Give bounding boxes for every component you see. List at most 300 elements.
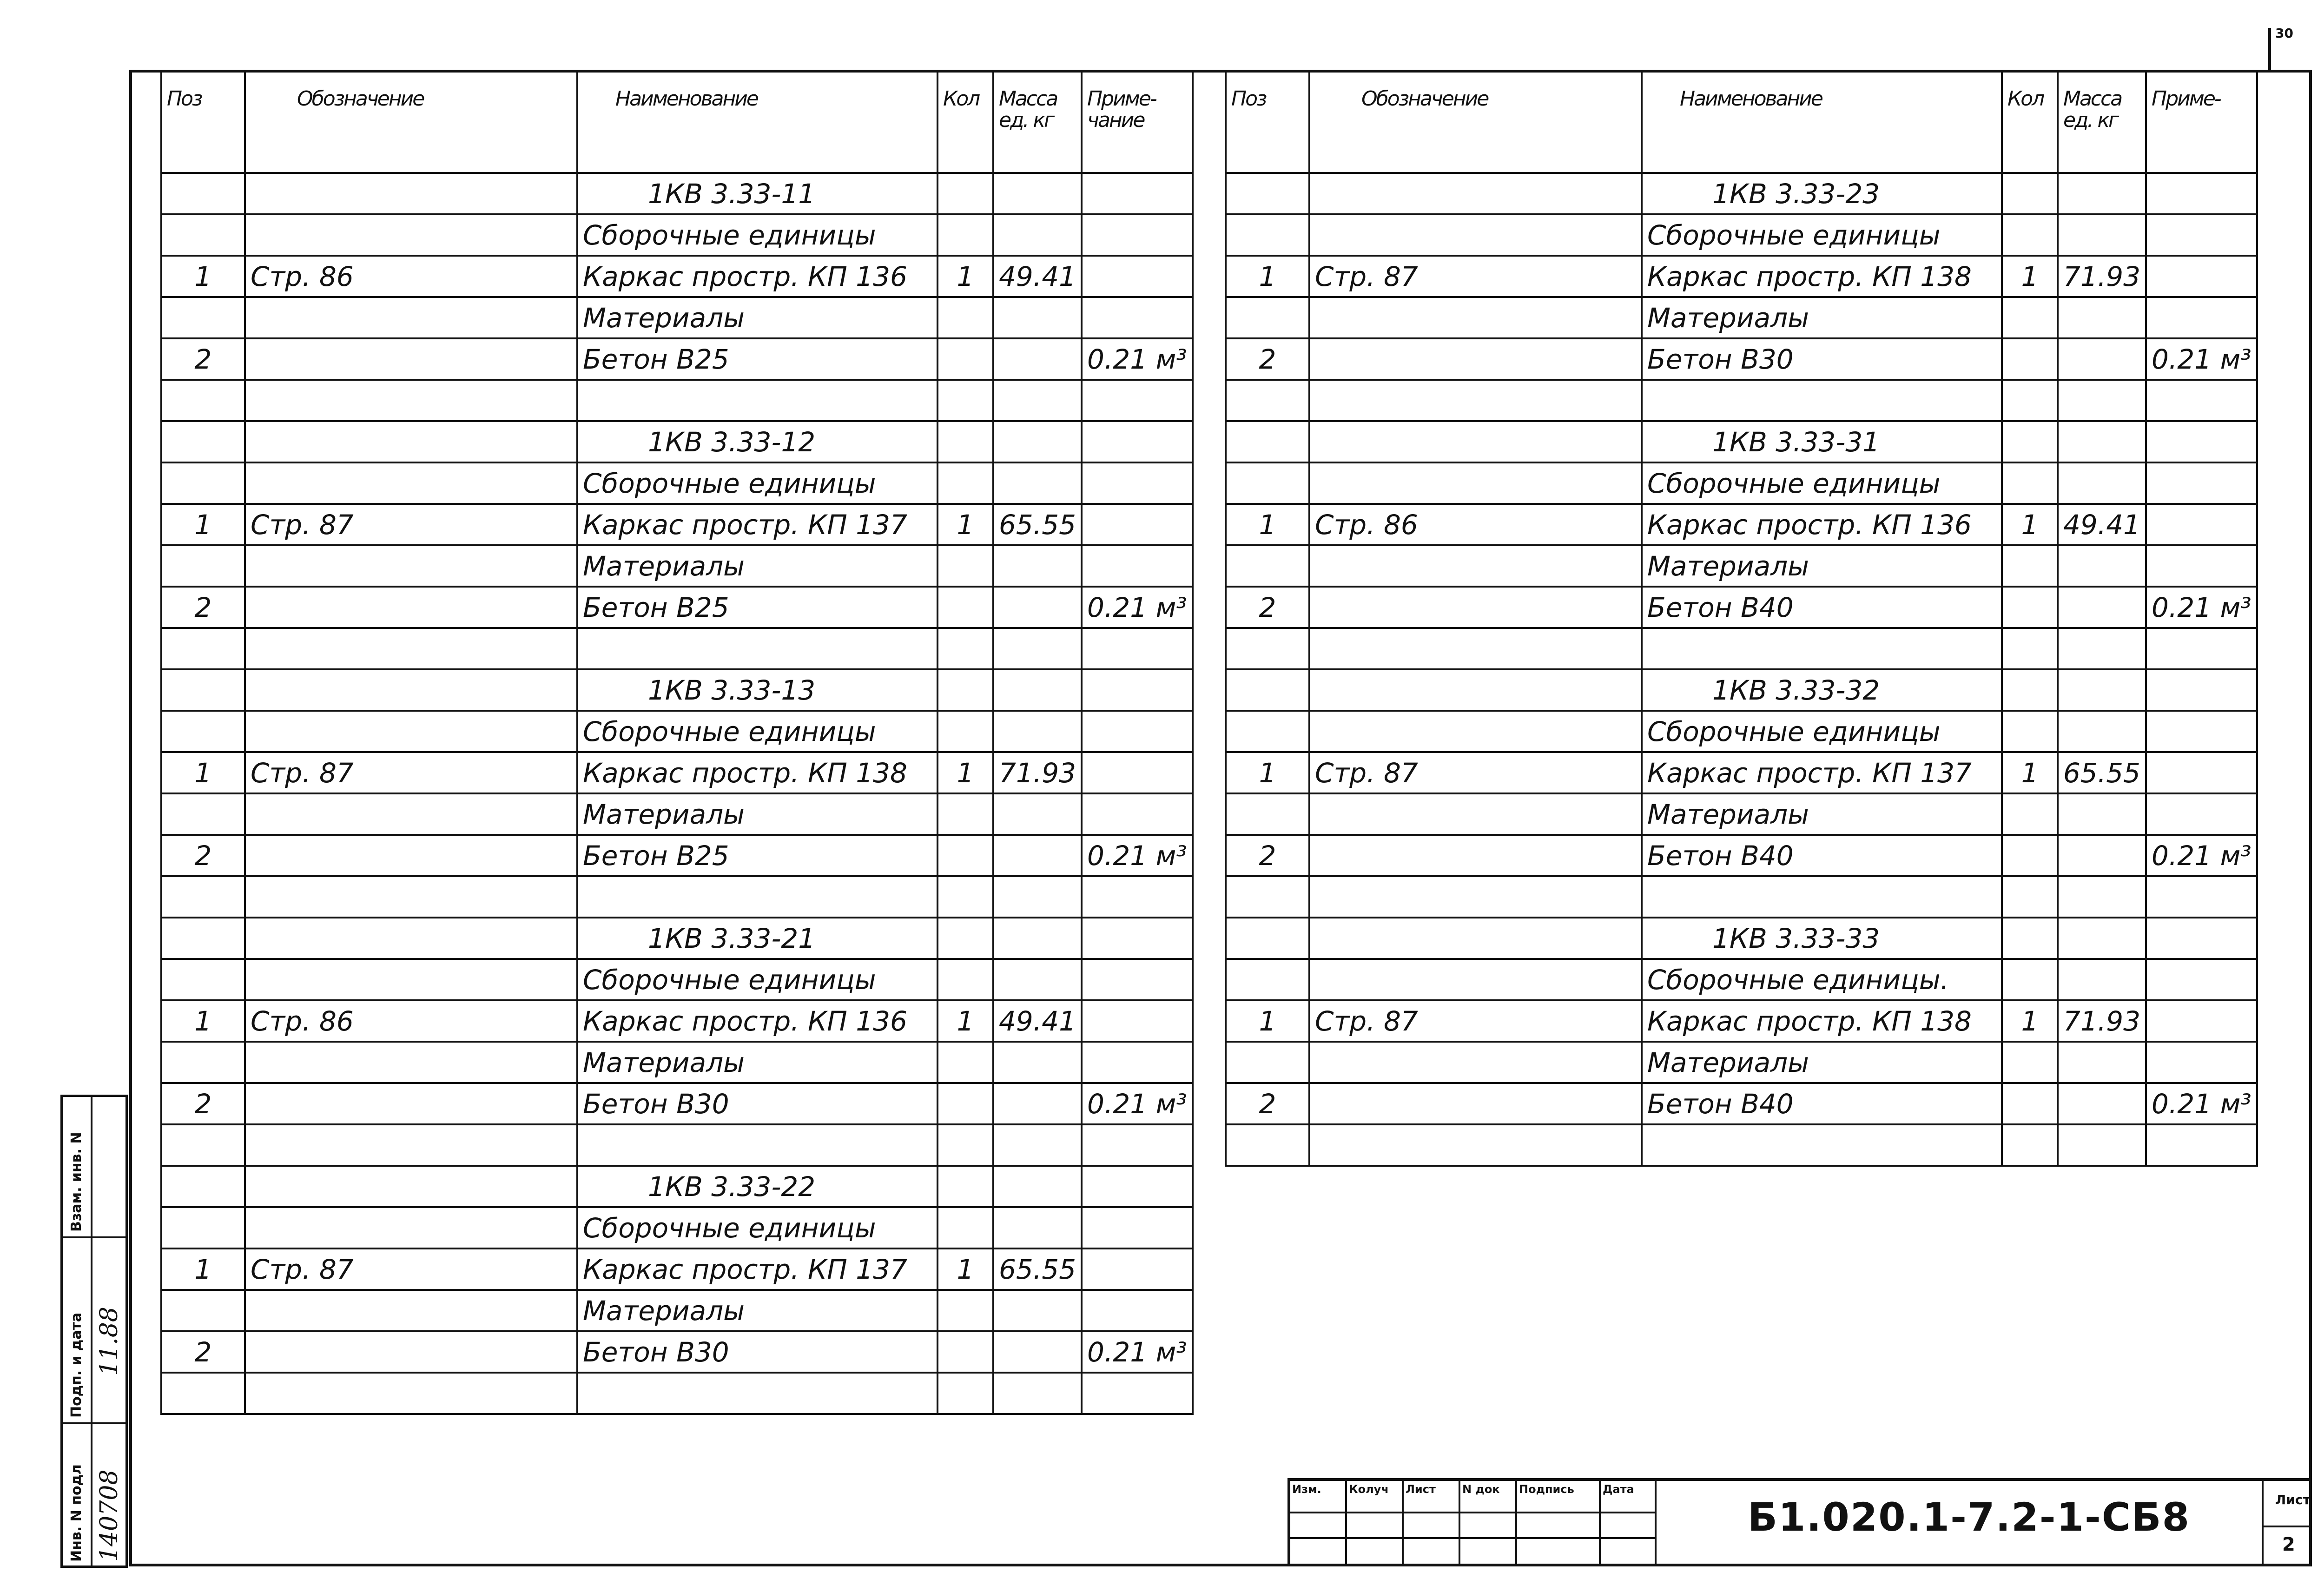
mass-cell: [2058, 876, 2146, 918]
designation-cell: [245, 462, 577, 504]
note-cell: 0.21 м³: [2146, 338, 2257, 380]
qty-cell: [2002, 297, 2058, 338]
name-cell: 1КВ 3.33-12: [577, 421, 938, 462]
qty-cell: [2002, 380, 2058, 421]
table-row: [1226, 1124, 2257, 1166]
table-row: [1226, 338, 2257, 380]
table-row: [161, 1207, 1193, 1248]
designation-cell: [245, 876, 577, 918]
designation-cell: [245, 587, 577, 628]
name-cell: 1КВ 3.33-22: [577, 1166, 938, 1207]
pos-cell: [1226, 462, 1309, 504]
mass-cell: [993, 421, 1082, 462]
mass-cell: 71.93: [2058, 256, 2146, 297]
header-note: Приме-: [2146, 71, 2257, 173]
pos-cell: 1: [1226, 256, 1309, 297]
qty-cell: [2002, 214, 2058, 256]
name-cell: Бетон В25: [577, 587, 938, 628]
mass-cell: [993, 711, 1082, 752]
designation-cell: [1309, 545, 1642, 587]
note-cell: [2146, 711, 2257, 752]
name-cell: Сборочные единицы: [577, 462, 938, 504]
designation-cell: [1309, 587, 1642, 628]
mass-cell: [2058, 711, 2146, 752]
note-cell: 0.21 м³: [2146, 835, 2257, 876]
name-cell: Каркас простр. КП 138: [577, 752, 938, 793]
sheet-mark-bar: [2268, 28, 2271, 70]
tb-cell: [1404, 1539, 1460, 1566]
designation-cell: [245, 793, 577, 835]
qty-cell: [938, 1083, 993, 1124]
tb-cell: [1290, 1513, 1347, 1539]
mass-cell: [2058, 214, 2146, 256]
header-pos: Поз: [161, 71, 245, 173]
pos-cell: [1226, 380, 1309, 421]
sheet-label: Лист: [2275, 1492, 2311, 1507]
name-cell: Каркас простр. КП 138: [1642, 256, 2002, 297]
mass-cell: [993, 1331, 1082, 1373]
replace-inv-label: Взам. инв. N: [68, 1132, 85, 1232]
header-designation: Обозначение: [1309, 71, 1642, 173]
table-row: [161, 421, 1193, 462]
mass-cell: [993, 959, 1082, 1000]
name-cell: Бетон В25: [577, 338, 938, 380]
mass-cell: [993, 1373, 1082, 1414]
table-row: [161, 793, 1193, 835]
mass-cell: [993, 793, 1082, 835]
note-cell: [1082, 380, 1193, 421]
qty-cell: [938, 338, 993, 380]
note-cell: [1082, 1166, 1193, 1207]
pos-cell: 1: [161, 1248, 245, 1290]
tb-cell: [1460, 1539, 1517, 1566]
note-cell: 0.21 м³: [2146, 1083, 2257, 1124]
designation-cell: [1309, 959, 1642, 1000]
designation-cell: Стр. 87: [1309, 752, 1642, 793]
mass-cell: [993, 1166, 1082, 1207]
qty-cell: [938, 876, 993, 918]
qty-cell: [2002, 876, 2058, 918]
spec-table-body-right: [1226, 173, 2257, 1166]
note-cell: [1082, 1290, 1193, 1331]
designation-cell: [245, 628, 577, 669]
name-cell: Бетон В40: [1642, 835, 2002, 876]
qty-cell: 1: [938, 1000, 993, 1042]
qty-cell: [938, 462, 993, 504]
pos-cell: [1226, 711, 1309, 752]
pos-cell: 2: [161, 587, 245, 628]
designation-cell: Стр. 87: [1309, 256, 1642, 297]
qty-cell: [938, 545, 993, 587]
qty-cell: [2002, 587, 2058, 628]
note-cell: 0.21 м³: [1082, 835, 1193, 876]
designation-cell: [245, 711, 577, 752]
note-cell: [1082, 462, 1193, 504]
mass-cell: [2058, 959, 2146, 1000]
table-row: [1226, 876, 2257, 918]
tb-col-sheet: Лист: [1404, 1481, 1460, 1513]
designation-cell: [1309, 1042, 1642, 1083]
note-cell: [1082, 793, 1193, 835]
name-cell: Материалы: [1642, 1042, 2002, 1083]
sign-date-label: Подп. и дата: [68, 1312, 85, 1418]
name-cell: [1642, 628, 2002, 669]
pos-cell: [161, 711, 245, 752]
pos-cell: 2: [161, 338, 245, 380]
note-cell: [1082, 752, 1193, 793]
name-cell: Бетон В30: [1642, 338, 2002, 380]
pos-cell: [161, 1042, 245, 1083]
pos-cell: 2: [1226, 1083, 1309, 1124]
qty-cell: [938, 1373, 993, 1414]
designation-cell: Стр. 86: [1309, 504, 1642, 545]
designation-cell: [245, 1290, 577, 1331]
table-row: [1226, 297, 2257, 338]
table-row: [161, 711, 1193, 752]
header-note: Приме- чание: [1082, 71, 1193, 173]
qty-cell: [2002, 835, 2058, 876]
mass-cell: [993, 297, 1082, 338]
sign-value: 11.88: [95, 1307, 123, 1376]
pos-cell: [1226, 297, 1309, 338]
qty-cell: [2002, 338, 2058, 380]
table-row: [161, 1083, 1193, 1124]
tb-cell: [1517, 1513, 1601, 1539]
table-row: [161, 1000, 1193, 1042]
pos-cell: [1226, 793, 1309, 835]
qty-cell: [938, 173, 993, 214]
name-cell: Бетон В25: [577, 835, 938, 876]
table-row: [161, 1166, 1193, 1207]
designation-cell: [245, 1166, 577, 1207]
pos-cell: [161, 1373, 245, 1414]
qty-cell: [938, 421, 993, 462]
qty-cell: [938, 959, 993, 1000]
table-row: [161, 297, 1193, 338]
pos-cell: [161, 669, 245, 711]
table-row: [1226, 173, 2257, 214]
name-cell: Материалы: [1642, 793, 2002, 835]
spec-table-body-left: [161, 173, 1193, 1414]
pos-cell: [161, 1290, 245, 1331]
name-cell: Сборочные единицы: [577, 711, 938, 752]
pos-cell: [161, 1166, 245, 1207]
name-cell: Сборочные единицы: [577, 959, 938, 1000]
pos-cell: [161, 918, 245, 959]
table-row: [161, 835, 1193, 876]
qty-cell: 1: [938, 504, 993, 545]
name-cell: [577, 1373, 938, 1414]
qty-cell: [2002, 1042, 2058, 1083]
mass-cell: [993, 1042, 1082, 1083]
pos-cell: 2: [161, 1331, 245, 1373]
pos-cell: [1226, 1042, 1309, 1083]
mass-cell: [993, 835, 1082, 876]
note-cell: [2146, 876, 2257, 918]
designation-cell: [1309, 421, 1642, 462]
tb-cell: [1404, 1513, 1460, 1539]
name-cell: Бетон В30: [577, 1083, 938, 1124]
mass-cell: [993, 876, 1082, 918]
header-pos: Поз: [1226, 71, 1309, 173]
table-row: [161, 1124, 1193, 1166]
mass-cell: [2058, 628, 2146, 669]
name-cell: Сборочные единицы.: [1642, 959, 2002, 1000]
designation-cell: [1309, 711, 1642, 752]
tb-col-qty: Колуч: [1347, 1481, 1404, 1513]
table-row: [1226, 545, 2257, 587]
designation-cell: Стр. 87: [245, 1248, 577, 1290]
note-cell: [1082, 1373, 1193, 1414]
side-stamp-divider: [63, 1236, 125, 1238]
designation-cell: Стр. 87: [245, 504, 577, 545]
mass-cell: 65.55: [2058, 752, 2146, 793]
qty-cell: [938, 669, 993, 711]
note-cell: [1082, 1042, 1193, 1083]
mass-cell: [993, 1083, 1082, 1124]
table-row: [161, 669, 1193, 711]
pos-cell: [1226, 173, 1309, 214]
name-cell: [577, 380, 938, 421]
note-cell: [1082, 876, 1193, 918]
qty-cell: 1: [2002, 256, 2058, 297]
designation-cell: [1309, 918, 1642, 959]
mass-cell: [993, 173, 1082, 214]
note-cell: [2146, 504, 2257, 545]
note-cell: 0.21 м³: [1082, 587, 1193, 628]
qty-cell: [938, 587, 993, 628]
inv-orig-label: Инв. N подл: [68, 1464, 85, 1562]
note-cell: [2146, 297, 2257, 338]
pos-cell: [161, 876, 245, 918]
table-row: [161, 918, 1193, 959]
pos-cell: [1226, 918, 1309, 959]
table-row: [161, 587, 1193, 628]
pos-cell: [161, 793, 245, 835]
qty-cell: [2002, 711, 2058, 752]
pos-cell: 1: [161, 504, 245, 545]
tb-col-change: Изм.: [1290, 1481, 1347, 1513]
table-row: [1226, 835, 2257, 876]
name-cell: 1КВ 3.33-23: [1642, 173, 2002, 214]
note-cell: [1082, 1124, 1193, 1166]
name-cell: 1КВ 3.33-13: [577, 669, 938, 711]
designation-cell: [245, 1373, 577, 1414]
mass-cell: [2058, 1083, 2146, 1124]
note-cell: [2146, 752, 2257, 793]
note-cell: [1082, 256, 1193, 297]
pos-cell: 1: [1226, 1000, 1309, 1042]
note-cell: 0.21 м³: [1082, 1083, 1193, 1124]
note-cell: 0.21 м³: [1082, 1331, 1193, 1373]
mass-cell: [2058, 1124, 2146, 1166]
tb-col-signature: Подпись: [1517, 1481, 1601, 1513]
designation-cell: [1309, 628, 1642, 669]
mass-cell: 65.55: [993, 504, 1082, 545]
pos-cell: [161, 297, 245, 338]
qty-cell: [938, 1166, 993, 1207]
mass-cell: 65.55: [993, 1248, 1082, 1290]
name-cell: [1642, 380, 2002, 421]
inv-value: 140708: [95, 1469, 123, 1562]
pos-cell: [161, 421, 245, 462]
qty-cell: [2002, 1083, 2058, 1124]
qty-cell: [938, 918, 993, 959]
note-cell: [2146, 669, 2257, 711]
mass-cell: [993, 545, 1082, 587]
pos-cell: [161, 1207, 245, 1248]
spec-table-left: [160, 70, 1194, 1415]
table-header: [161, 71, 1193, 173]
table-row: [161, 462, 1193, 504]
designation-cell: [1309, 669, 1642, 711]
name-cell: Бетон В30: [577, 1331, 938, 1373]
tb-cell: [1290, 1539, 1347, 1566]
note-cell: [2146, 421, 2257, 462]
note-cell: [2146, 959, 2257, 1000]
pos-cell: [1226, 628, 1309, 669]
note-cell: [2146, 1124, 2257, 1166]
qty-cell: [938, 214, 993, 256]
name-cell: Материалы: [1642, 297, 2002, 338]
table-row: [1226, 1000, 2257, 1042]
note-cell: [1082, 173, 1193, 214]
table-row: [161, 504, 1193, 545]
pos-cell: [1226, 876, 1309, 918]
qty-cell: [2002, 918, 2058, 959]
document-code: Б1.020.1-7.2-1-СБ8: [1748, 1494, 2191, 1540]
name-cell: [577, 876, 938, 918]
qty-cell: [938, 1207, 993, 1248]
designation-cell: [1309, 793, 1642, 835]
note-cell: [2146, 793, 2257, 835]
table-row: [1226, 1083, 2257, 1124]
table-row: [1226, 752, 2257, 793]
qty-cell: 1: [2002, 1000, 2058, 1042]
designation-cell: [245, 1207, 577, 1248]
name-cell: Сборочные единицы: [1642, 462, 2002, 504]
qty-cell: [938, 1042, 993, 1083]
qty-cell: [938, 793, 993, 835]
note-cell: [1082, 1000, 1193, 1042]
mass-cell: [2058, 835, 2146, 876]
name-cell: Каркас простр. КП 136: [577, 256, 938, 297]
qty-cell: [2002, 462, 2058, 504]
tb-cell: [1347, 1513, 1404, 1539]
note-cell: [2146, 628, 2257, 669]
qty-cell: 1: [2002, 504, 2058, 545]
pos-cell: [161, 1124, 245, 1166]
tb-col-date: Дата: [1601, 1481, 1657, 1513]
table-row: [161, 173, 1193, 214]
table-row: [1226, 669, 2257, 711]
mass-cell: [2058, 173, 2146, 214]
mass-cell: [2058, 297, 2146, 338]
note-cell: [1082, 1248, 1193, 1290]
name-cell: 1КВ 3.33-11: [577, 173, 938, 214]
qty-cell: [938, 628, 993, 669]
mass-cell: [2058, 380, 2146, 421]
pos-cell: 1: [161, 256, 245, 297]
table-row: [161, 1373, 1193, 1414]
note-cell: [1082, 504, 1193, 545]
tb-cell: [1601, 1513, 1657, 1539]
name-cell: Сборочные единицы: [577, 214, 938, 256]
mass-cell: [2058, 587, 2146, 628]
note-cell: [1082, 421, 1193, 462]
mass-cell: 49.41: [2058, 504, 2146, 545]
designation-cell: [245, 959, 577, 1000]
name-cell: [577, 628, 938, 669]
table-row: [1226, 959, 2257, 1000]
table-row: [161, 214, 1193, 256]
pos-cell: 2: [1226, 587, 1309, 628]
note-cell: [2146, 1042, 2257, 1083]
table-row: [161, 752, 1193, 793]
pos-cell: [161, 173, 245, 214]
table-row: [1226, 380, 2257, 421]
designation-cell: Стр. 86: [245, 1000, 577, 1042]
mass-cell: [2058, 545, 2146, 587]
pos-cell: [1226, 545, 1309, 587]
designation-cell: [245, 380, 577, 421]
mass-cell: 49.41: [993, 1000, 1082, 1042]
mass-cell: [2058, 669, 2146, 711]
mass-cell: [993, 462, 1082, 504]
mass-cell: [2058, 793, 2146, 835]
designation-cell: [245, 835, 577, 876]
pos-cell: [161, 462, 245, 504]
designation-cell: [1309, 462, 1642, 504]
qty-cell: [2002, 173, 2058, 214]
header-mass: Масса ед. кг: [993, 71, 1082, 173]
pos-cell: [1226, 421, 1309, 462]
qty-cell: [938, 711, 993, 752]
mass-cell: [993, 214, 1082, 256]
designation-cell: [1309, 297, 1642, 338]
name-cell: Материалы: [577, 297, 938, 338]
note-cell: [1082, 297, 1193, 338]
qty-cell: [2002, 1124, 2058, 1166]
name-cell: [1642, 876, 2002, 918]
qty-cell: [2002, 669, 2058, 711]
designation-cell: [1309, 214, 1642, 256]
pos-cell: [1226, 669, 1309, 711]
pos-cell: [1226, 959, 1309, 1000]
table-row: [1226, 793, 2257, 835]
name-cell: 1КВ 3.33-32: [1642, 669, 2002, 711]
name-cell: 1КВ 3.33-31: [1642, 421, 2002, 462]
pos-cell: 2: [1226, 338, 1309, 380]
mass-cell: 71.93: [2058, 1000, 2146, 1042]
qty-cell: [938, 1331, 993, 1373]
pos-cell: 1: [1226, 752, 1309, 793]
designation-cell: [245, 173, 577, 214]
pos-cell: 1: [161, 1000, 245, 1042]
designation-cell: [1309, 835, 1642, 876]
tb-cell: [1601, 1539, 1657, 1566]
table-row: [161, 256, 1193, 297]
qty-cell: [938, 297, 993, 338]
designation-cell: [1309, 1124, 1642, 1166]
pos-cell: 1: [161, 752, 245, 793]
designation-cell: [245, 545, 577, 587]
header-name: Наименование: [577, 71, 938, 173]
table-row: [161, 628, 1193, 669]
pos-cell: 2: [161, 835, 245, 876]
name-cell: Каркас простр. КП 138: [1642, 1000, 2002, 1042]
note-cell: [2146, 1000, 2257, 1042]
